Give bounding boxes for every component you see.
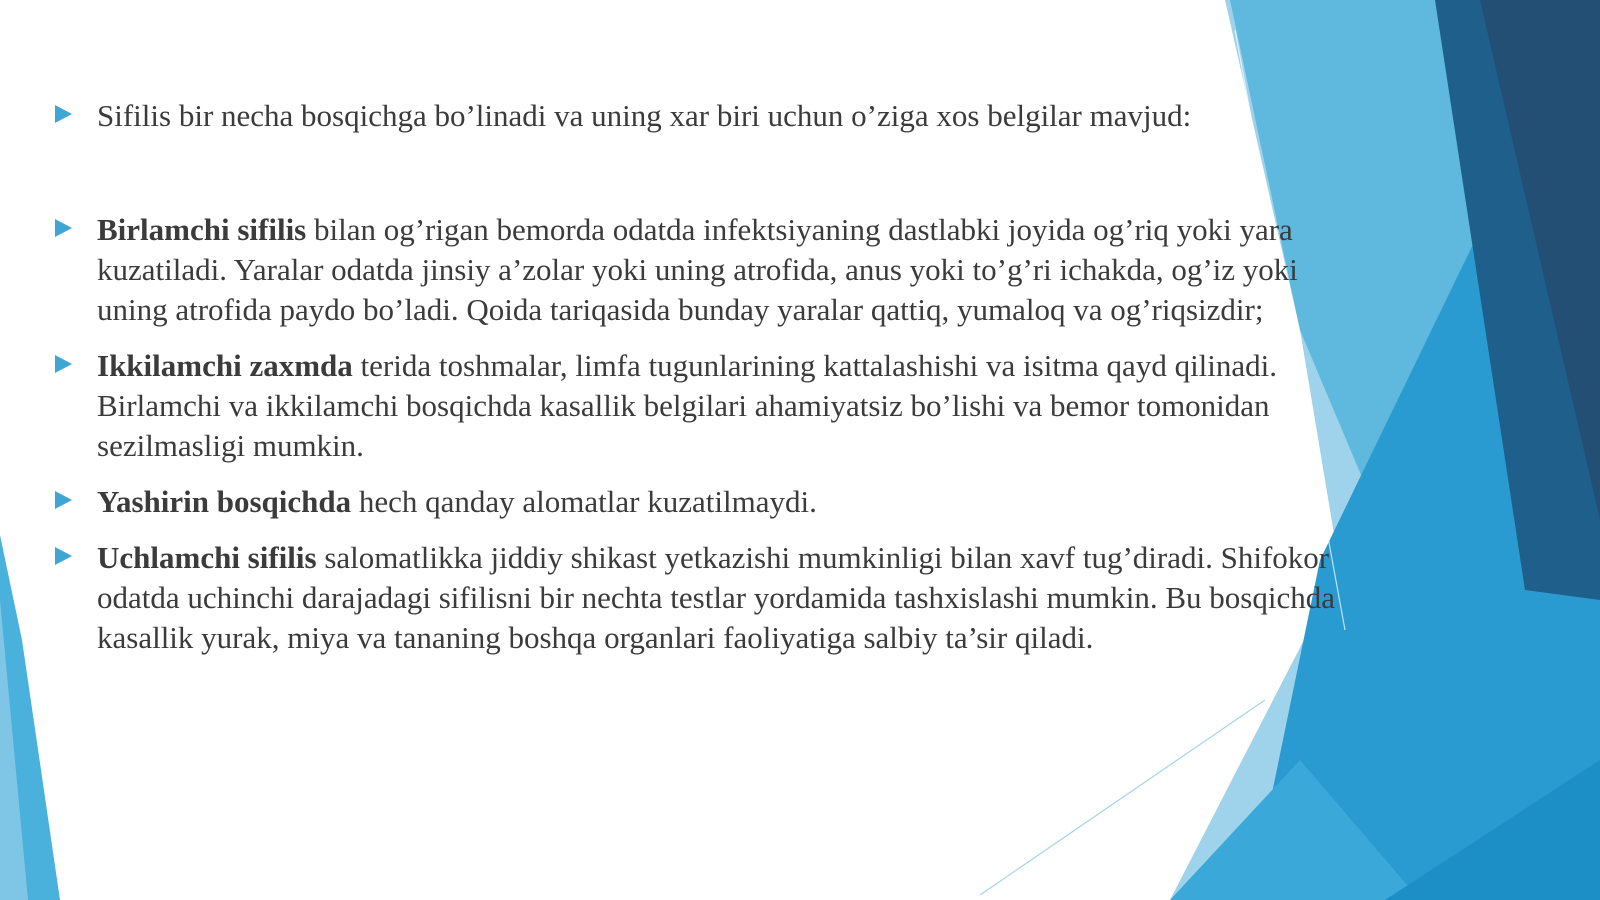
bullet-text: hech qanday alomatlar kuzatilmaydi.	[351, 484, 817, 519]
bullet-text: Sifilis bir necha bosqichga bo’linadi va uning xar biri uchun o’ziga xos belgilar mavjud:	[97, 98, 1192, 133]
bullet-item	[52, 96, 1342, 136]
bullet-lead: Birlamchi sifilis	[97, 212, 307, 247]
triangle-bullet-icon	[55, 105, 72, 123]
slide-body	[52, 96, 1342, 658]
triangle-bullet-icon	[55, 219, 72, 237]
bullet-item	[52, 538, 1342, 658]
bullet-text: salomatlikka jiddiy shikast yetkazishi mumkinligi bilan xavf tug’diradi. Shifokor odatda uchinchi darajadagi sifilisni bir nechta testlar yordamida tashxislashi mumkin. Bu bosqichda kasallik yurak, miya va tananing boshqa organlari faoliyatiga salbiy ta’sir qiladi.	[97, 540, 1335, 655]
bullet-item	[52, 482, 1342, 522]
bullet-lead: Yashirin bosqichda	[97, 484, 352, 519]
bullet-item	[52, 210, 1342, 330]
triangle-bullet-icon	[55, 355, 72, 373]
triangle-bullet-icon	[55, 491, 72, 509]
bullet-lead: Uchlamchi sifilis	[97, 540, 317, 575]
bullet-lead: Ikkilamchi zaxmda	[97, 348, 353, 383]
bullet-text: terida toshmalar, limfa tugunlarining kattalashishi va isitma qayd qilinadi. Birlamchi va ikkilamchi bosqichda kasallik belgilari ahamiyatsiz bo’lishi va bemor tomonidan sezilmasligi mumkin.	[97, 348, 1278, 463]
bullet-text: bilan og’rigan bemorda odatda infektsiyaning dastlabki joyida og’riq yoki yara kuzatiladi. Yaralar odatda jinsiy a’zolar yoki uning atrofida, anus yoki to’g’ri ichakda, og’iz yoki uning atrofida paydo bo’ladi. Qoida tariqasida bunday yaralar qattiq, yumaloq va og’riqsizdir;	[97, 212, 1298, 327]
bullet-item	[52, 346, 1342, 466]
triangle-bullet-icon	[55, 547, 72, 565]
